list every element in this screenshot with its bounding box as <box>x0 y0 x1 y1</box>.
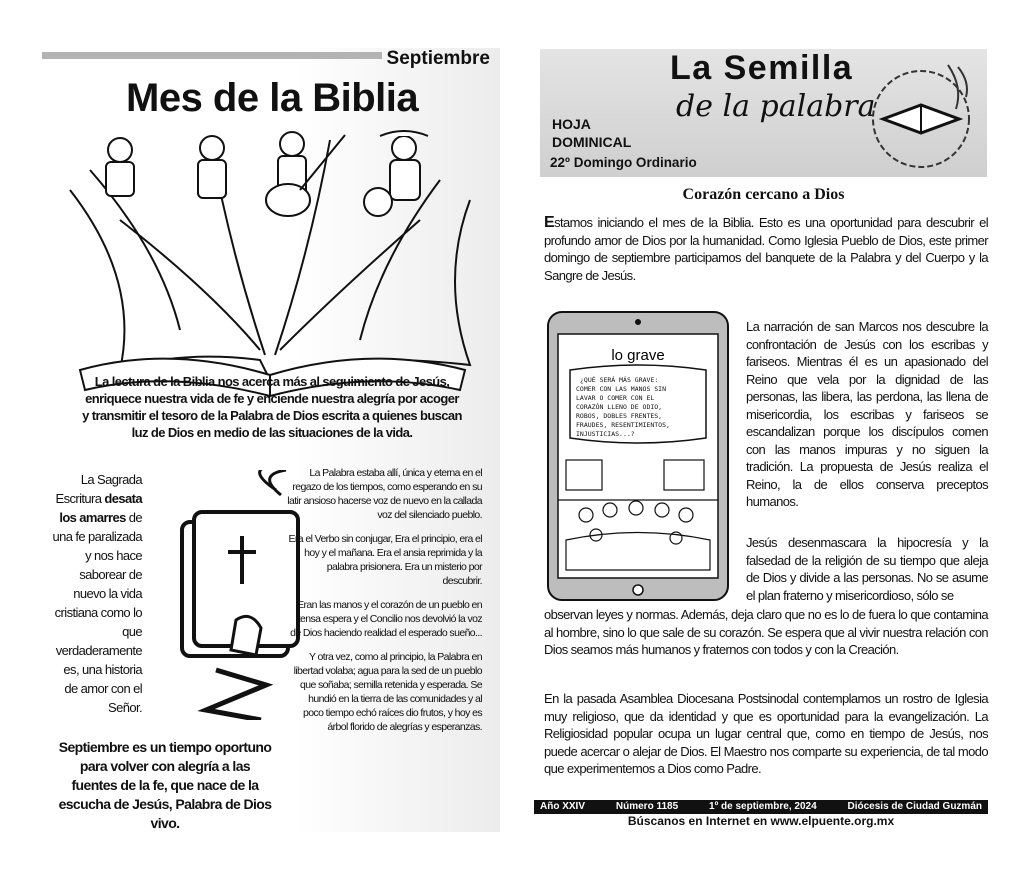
bubble-line: ¿QUÉ SERÁ MÁS GRAVE: <box>580 376 659 384</box>
paragraph-3a: Jesús desenmascara la hipocresía y la falsedad de la religión de su tiempo que aleja de Dios y divide a las personas. No se asume el plan fraterno y misericordioso, sólo se <box>746 535 988 603</box>
bubble-line: COMER CON LAS MANOS SIN <box>576 385 667 393</box>
footer-website: Búscanos en Internet en www.elpuente.org.mx <box>627 814 895 828</box>
closing-text: Septiembre es un tiempo oportuno para volver con alegría a las fuentes de la fe, que nace de la escucha de Jesús, Palabra de Dios vivo. <box>58 739 272 831</box>
footer-diocese: Diócesis de Ciudad Guzmán <box>847 801 982 812</box>
footer-bar <box>534 800 988 814</box>
left-page <box>42 48 500 832</box>
footer-year: Año XXIV <box>540 801 586 812</box>
article-title: Corazón cercano a Dios <box>682 186 845 203</box>
hoja-dominical-label: HOJA DOMINICAL <box>552 116 632 150</box>
poem <box>286 466 482 744</box>
domingo-label: 22º Domingo Ordinario <box>550 155 697 170</box>
svg-text:¿QUÉ SERÁ MÁS GRAVE: COMER <box>576 375 674 438</box>
footer-date: 1º de septiembre, 2024 <box>709 801 817 812</box>
paragraph-3b: observan leyes y normas. Además, deja claro que no es lo de fuera lo que contamina al hombre, sino lo que sale de su corazón. Se espera que al vivir nuestra relación con Dios seamos más humanos y fraternos con todos y con la Creación. <box>544 607 988 657</box>
poem-stanza-4: Y otra vez, como al principio, la Palabra en libertad volaba; agua para la sed de un pueblo que soñaba; semilla retenida y esperada. Se hundió en la tierra de las comunidades y al poco tiempo echó raíces dio frutos, y hoy es árbol florido de alegrías y esperanzas. <box>293 651 482 733</box>
bubble-line: CORAZÓN LLENO DE ODIO, <box>576 403 663 411</box>
poem-stanza-3: Eran las manos y el corazón de un pueblo en tensa espera y el Concilio nos devolvió la voz de Dios haciendo realidad el esperado sueño... <box>290 599 482 639</box>
paragraph-2: La narración de san Marcos nos descubre la confrontación de Jesús con los escribas y fariseos. Mientras él es un apasionado del Reino que vela por la dignidad de las personas, las libera, las perdona, las llena de misericordia, los escribas y fariseos se escandalizan porque los discípulos comen con las manos impuras y no siguen la tradición. La propuesta de Jesús realiza el Reino, la de ellos conserva preceptos humanos. <box>746 319 988 509</box>
bubble-line: FRAUDES, RESENTIMIENTOS, <box>576 421 670 429</box>
masthead-title: La Semilla <box>670 49 854 87</box>
month-label: Septiembre <box>386 48 490 69</box>
paragraph-1: Estamos iniciando el mes de la Biblia. Esto es una oportunidad para descubrir el profundo amor de Dios por la humanidad. Como Iglesia Pueblo de Dios, este primer domingo de septiembre participamos del banquete de la Palabra y del Cuerpo y la Sangre de Jesús. <box>544 214 988 283</box>
phone-cartoon <box>546 310 730 602</box>
bubble-line: ROBOS, DOBLES FRENTES, <box>576 412 663 420</box>
footer-number: Número 1185 <box>615 801 679 812</box>
intro-text: La lectura de la Biblia nos acerca más al seguimiento de Jesús, enriquece nuestra vida de fe y enciende nuestra alegría por acoger y transmitir el tesoro de la Palabra de Dios escrita a quienes buscan luz de Dios en medio de las situaciones de la vida. <box>82 374 462 440</box>
sagrada-escritura-text: La Sagrada Escritura desata los amarres de una fe paralizada y nos hace saborear de nuevo la vida cristiana como lo que verdaderamente es, una historia de amor con el Señor. <box>52 472 142 715</box>
masthead <box>540 49 987 177</box>
page-title: Mes de la Biblia <box>126 76 419 120</box>
top-rule <box>42 52 382 59</box>
poem-stanza-2: Era el Verbo sin conjugar, Era el principio, era el hoy y el mañana. Era el ansia reprimida y la palabra prisionera. Era un misterio por descubrir. <box>288 533 482 587</box>
poem-stanza-1: La Palabra estaba allí, única y eterna en el regazo de los tiempos, como esperando en su latir ansioso hacerse voz de nuevo en la callada voz del silenciado pueblo. <box>287 467 482 521</box>
bubble-line: LAVAR O COMER CON EL <box>576 394 655 402</box>
phone-header: lo grave <box>611 347 665 364</box>
open-book-logo-icon <box>858 57 984 173</box>
bubble-line: INJUSTICIAS...? <box>576 430 635 438</box>
masthead-subtitle: de la palabra <box>676 89 876 124</box>
paragraph-4: En la pasada Asamblea Diocesana Postsinodal contemplamos un rostro de Iglesia muy religioso, que da identidad y que es oportunidad para la evangelización. La Religiosidad popular ocupa un lugar central que, como en tiempo de Jesús, nos puede acercar o alejar de Dios. El Maestro nos comparte su experiencia, de tal modo que experimentemos a Dios como Padre. <box>544 691 988 776</box>
